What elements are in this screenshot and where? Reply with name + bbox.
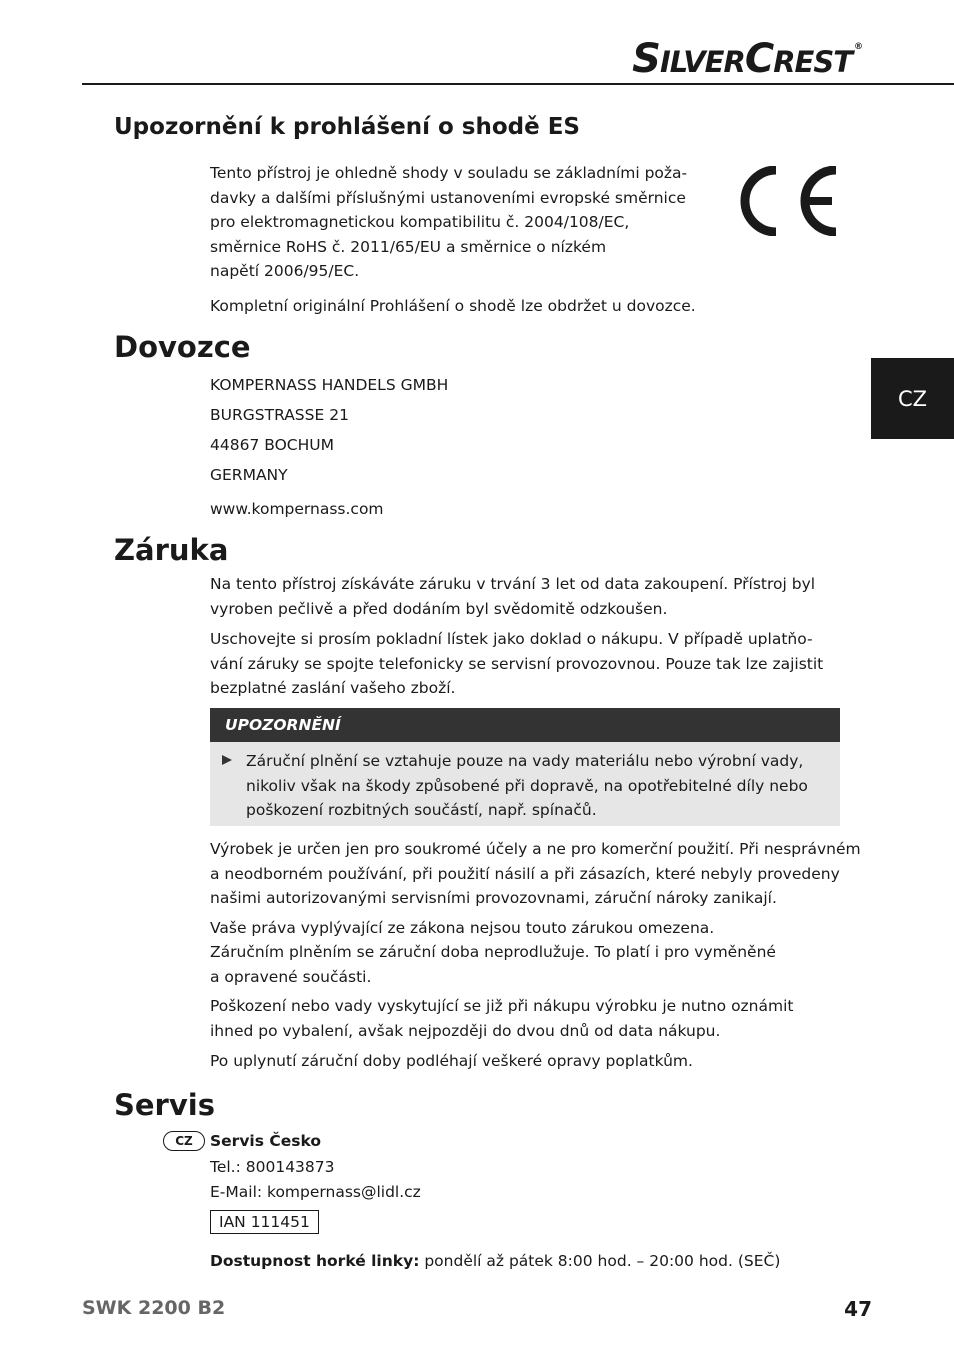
service-tel: Tel.: 800143873 xyxy=(210,1157,335,1176)
service-email: E-Mail: kompernass@lidl.cz xyxy=(210,1183,421,1201)
hotline-info: Dostupnost horké linky: pondělí až pátek 8:00 hod. – 20:00 hod. (SEČ) xyxy=(210,1252,781,1270)
service-title: Servis xyxy=(114,1088,215,1122)
service-contact xyxy=(210,1129,780,1275)
notice-header: UPOZORNĚNÍ xyxy=(210,708,840,742)
bullet-arrow-icon xyxy=(222,755,232,765)
ce-mark-icon xyxy=(732,166,838,236)
footer-model: SWK 2200 B2 xyxy=(82,1297,226,1319)
country-badge-cz: CZ xyxy=(163,1131,205,1151)
importer-address: KOMPERNASS HANDELS GMBH BURGSTRASSE 21 44867 BOCHUM GERMANY www.kompernass.com xyxy=(210,370,448,524)
silvercrest-logo: SILVERCREST ® xyxy=(632,36,862,82)
page-number: 47 xyxy=(844,1297,872,1321)
warranty-intro: Na tento přístroj získáváte záruku v trvání 3 let od data zakoupení. Přístroj byl vyroben pečlivě a před dodáním byl svědomitě odzkoušen. Uschovejte si prosím pokladní lístek jako doklad o nákupu. V případě uplatňo- vání záruky se spojte telefonicky se servisní provozovnou. Pouze tak lze zajistit bezplatné zaslání vašeho zboží. xyxy=(210,575,824,697)
service-name: Servis Česko xyxy=(210,1132,322,1150)
notice-body: Záruční plnění se vztahuje pouze na vady materiálu nebo výrobní vady, nikoliv však na škody způsobené při dopravě, na opotřebitelné díly nebo poškození rozbitných součástí, např. spínačů. xyxy=(210,742,840,823)
declaration-title: Upozornění k prohlášení o shodě ES xyxy=(114,114,580,140)
header-rule xyxy=(82,83,954,85)
warranty-notice-box xyxy=(210,708,840,826)
declaration-note: Kompletní originální Prohlášení o shodě lze obdržet u dovozce. xyxy=(210,296,696,315)
importer-title: Dovozce xyxy=(114,330,251,364)
language-tab-label: CZ xyxy=(897,386,928,411)
language-tab-cz xyxy=(871,358,954,439)
ian-box: IAN 111451 xyxy=(210,1210,319,1234)
importer-website: www.kompernass.com xyxy=(210,500,384,518)
warranty-title: Záruka xyxy=(114,533,229,567)
declaration-text: Tento přístroj je ohledně shody v souladu se základními poža- davky a dalšími příslušnými ustanoveními evropské směrnice pro elektromagnetickou kompatibilitu č. 2004/108/EC, směrnice RoHS č. 2011/65/EU a směrnice o nízkém napětí 2006/95/EC. Kompletní originální Prohlášení o shodě lze obdržet u dovozce. xyxy=(210,161,696,318)
warranty-terms: Výrobek je určen jen pro soukromé účely a ne pro komerční použití. Při nesprávném a neodborném používání, při použití násilí a při zásazích, které nebyly provedeny našimi autorizovanými servisními provozovnami, záruční nároky zanikají. Vaše práva vyplývající ze zákona nejsou touto zárukou omezena. Záručním plněním se záruční doba neprodlužuje. To platí i pro vyměněné a opravené součásti. Poškození nebo vady vyskytující se již při nákupu výrobku je nutno oznámit ihned po vybalení, avšak nejpozději do dvou dnů od data nákupu. Po uplynutí záruční doby podléhají veškeré opravy poplatkům. xyxy=(210,840,861,1070)
